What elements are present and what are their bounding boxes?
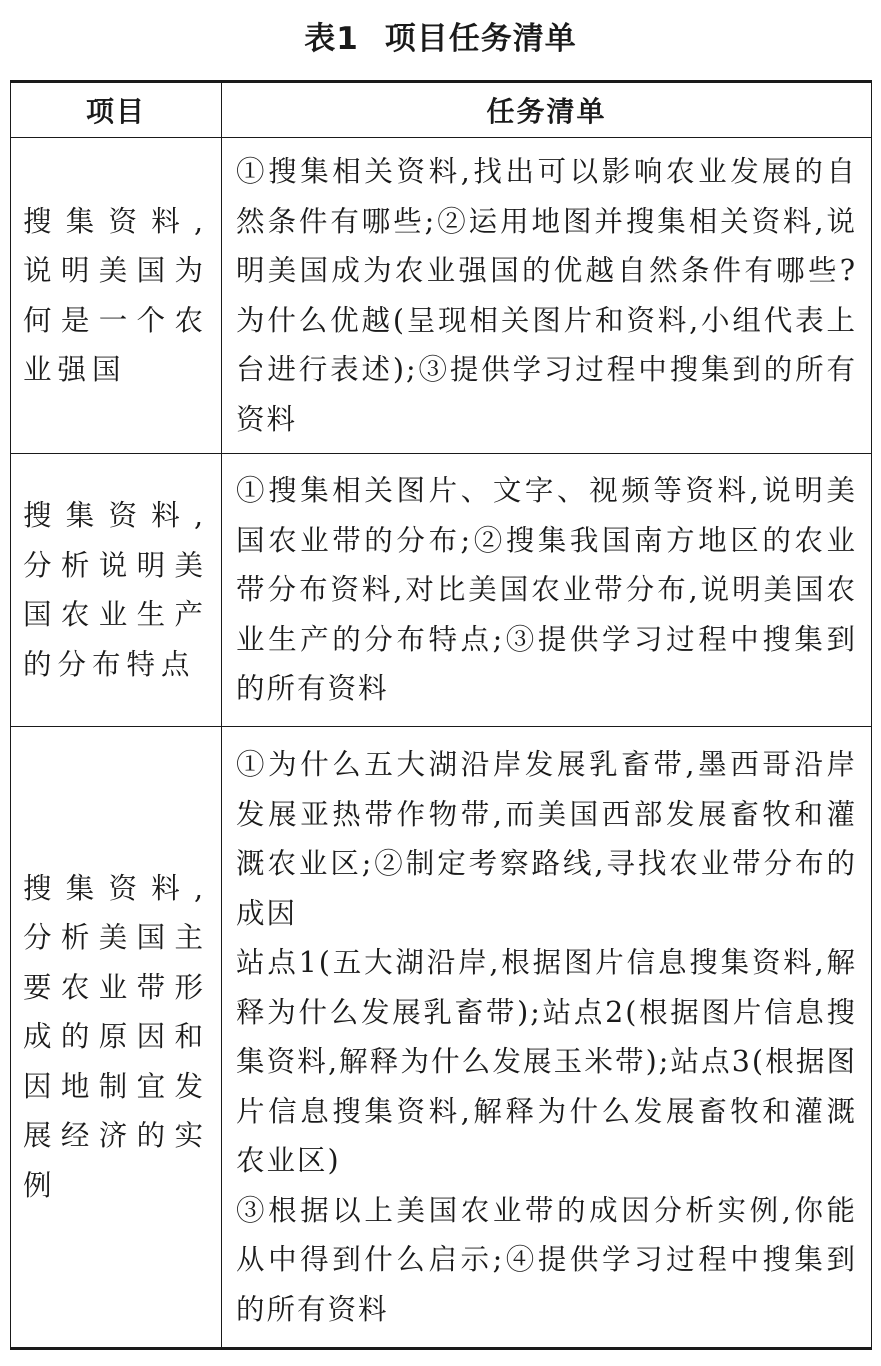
table-row: [11, 454, 872, 727]
task-paragraph: 站点1(五大湖沿岸,根据图片信息搜集资料,解释为什么发展乳畜带);站点2(根据图片信息搜集资料,解释为什么发展玉米带);站点3(根据图片信息搜集资料,解释为什么发展畜牧和灌溉农业区): [236, 946, 857, 1177]
table-row: [11, 138, 872, 454]
project-cell: 搜集资料,分析说明美国农业生产的分布特点: [11, 454, 222, 727]
task-paragraph: ③根据以上美国农业带的成因分析实例,你能从中得到什么启示;④提供学习过程中搜集到的所有资料: [236, 1193, 857, 1326]
header-project: 项目: [11, 82, 222, 138]
table-header-row: [11, 82, 872, 138]
table-row: [11, 727, 872, 1349]
table-title: 项目任务清单: [384, 20, 577, 57]
task-cell: ①搜集相关图片、文字、视频等资料,说明美国农业带的分布;②搜集我国南方地区的农业带分布资料,对比美国农业带分布,说明美国农业生产的分布特点;③提供学习过程中搜集到的所有资料: [222, 454, 872, 727]
header-task-list: 任务清单: [222, 82, 872, 138]
table-number: 表1: [304, 20, 359, 57]
task-list-table: [10, 80, 872, 1350]
table-caption: [0, 0, 881, 70]
task-paragraph: ①为什么五大湖沿岸发展乳畜带,墨西哥沿岸发展亚热带作物带,而美国西部发展畜牧和灌溉农业区;②制定考察路线,寻找农业带分布的成因: [236, 748, 857, 930]
project-cell: 搜集资料,说明美国为何是一个农业强国: [11, 138, 222, 454]
task-cell: [222, 727, 872, 1349]
task-cell: ①搜集相关资料,找出可以影响农业发展的自然条件有哪些;②运用地图并搜集相关资料,说明美国成为农业强国的优越自然条件有哪些? 为什么优越(呈现相关图片和资料,小组代表上台进行表述);③提供学习过程中搜集到的所有资料: [222, 138, 872, 454]
project-cell: 搜集资料,分析美国主要农业带形成的原因和因地制宜发展经济的实例: [11, 727, 222, 1349]
